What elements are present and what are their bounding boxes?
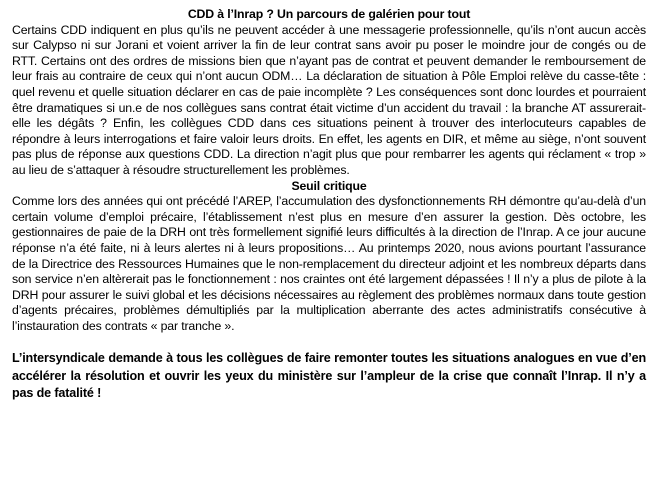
section-paragraph-cdd: Certains CDD indiquent en plus qu’ils ne peuvent accéder à une messagerie professionnelle, qu’ils n’ont aucun accès sur Calypso ni sur Jorani et voient arriver la fin de leur contrat sans avoir pu poser le moindre jour de congés ou de RTT. Certains ont des ordres de missions bien que n’ayant pas de contrat et peuvent demander le remboursement de leur frais au contraire de ceux qui n’ont aucun ODM… La déclaration de situation à Pôle Emploi relève du casse-tête : quel revenu et quelle situation déclarer en cas de paie incomplète ? Les conséquences sont donc lourdes et pourraient être dramatiques si un.e de nos collègues sans contrat était victime d’un accident du travail : la branche AT assurerait-elle les dégâts ? Enfin, les collègues CDD dans ces situations peinent à trouver des interlocuteurs capables de répondre à leurs interrogations et faire valoir leurs droits. En effet, les agents en DIR, et même au siège, n’ont souvent pas plus de réponse aux questions CDD. La direction n’agit plus que pour rembarrer les agents qui réclament « trop » au lieu de s’attaquer à résoudre structurellement les problèmes. [12,22,646,177]
conclusion-statement: L’intersyndicale demande à tous les collègues de faire remonter toutes les situations analogues en vue d’en accélérer la résolution et ouvrir les yeux du ministère sur l’ampleur de la crise que connaît l’Inrap. Il n’y a pas de fatalité ! [12,351,646,401]
section-paragraph-seuil-critique: Comme lors des années qui ont précédé l’AREP, l’accumulation des dysfonctionnements RH démontre qu’au-delà d’un certain volume d’emploi précaire, l’établissement n’est plus en mesure d’en assurer la gestion. Dès octobre, les gestionnaires de paie de la DRH ont très formellement signifié leurs difficultés à la direction de l’Inrap. A ce jour aucune réponse n’a été faite, ni à leurs alertes ni à leurs propositions… Au printemps 2020, nous avions pourtant l’assurance de la Directrice des Ressources Humaines que le non-remplacement du directeur adjoint et les nombreux départs dans son service n’en altèrerait pas le fonctionnement : nos craintes ont été largement dépassées ! Il n’y a plus de pilote à la DRH pour assurer le suivi global et les décisions nécessaires au règlement des problèmes normaux dans toute gestion d’agents précaires, problèmes démultipliés par la multiplication aberrante des actes administratifs consécutive à l’instauration des contrats « par tranche ». [12,194,646,333]
document-body [12,7,646,403]
section-heading-cdd: CDD à l’Inrap ? Un parcours de galérien pour tout [187,7,471,21]
section-heading-seuil-critique: Seuil critique [291,178,367,193]
